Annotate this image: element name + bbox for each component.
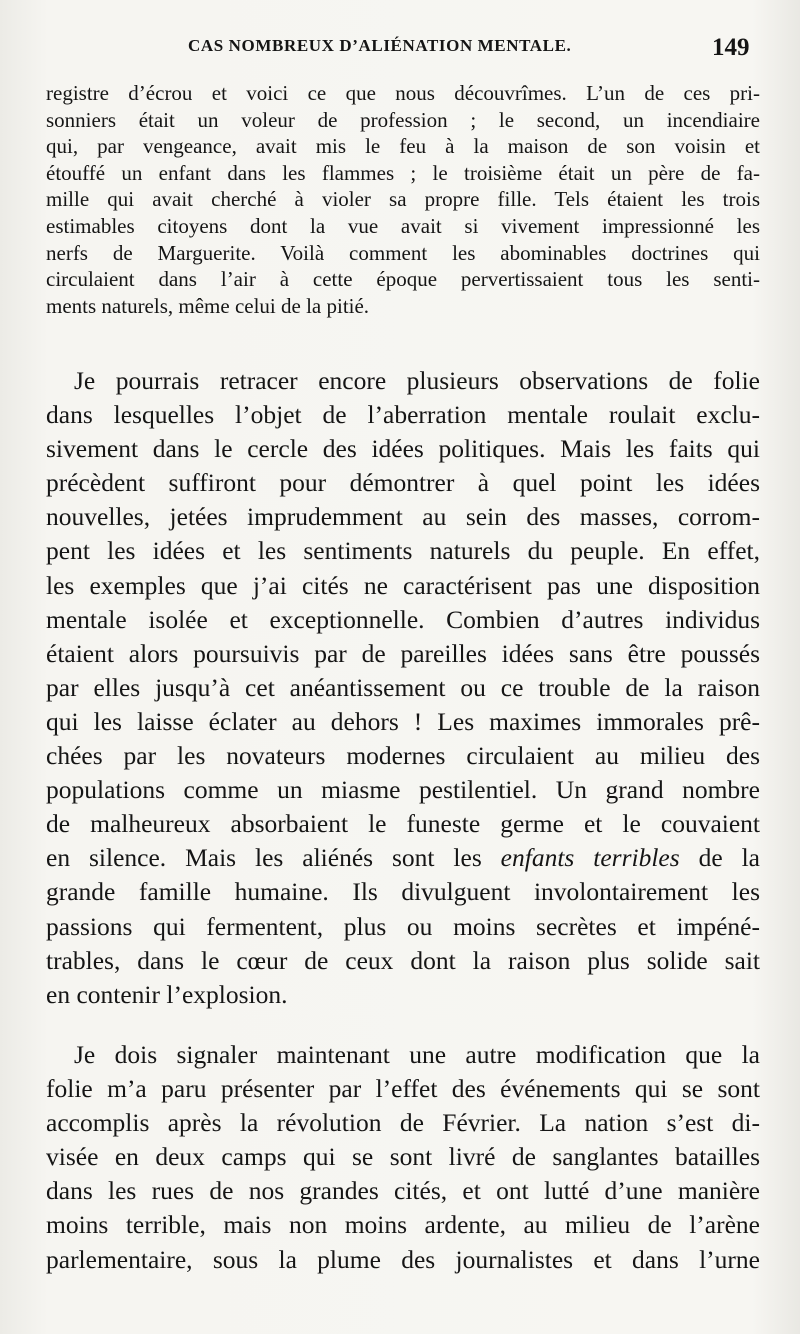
paragraph-footnote-style bbox=[46, 80, 760, 319]
text-line: Je dois signaler maintenant une autre modification que la bbox=[74, 1040, 760, 1069]
text-line: de malheureux absorbaient le funeste germe et le couvaient bbox=[46, 809, 760, 839]
text-line: dans lesquelles l’objet de l’aberration mentale roulait exclu- bbox=[46, 400, 760, 430]
text-line: ments naturels, même celui de la pitié. bbox=[46, 293, 370, 318]
text-line: folie m’a paru présenter par l’effet des événements qui se sont bbox=[46, 1074, 760, 1104]
running-header bbox=[0, 34, 800, 68]
text-line: pent les idées et les sentiments naturels du peuple. En effet, bbox=[46, 536, 760, 566]
text-line: en contenir l’explosion. bbox=[46, 979, 288, 1009]
text-line: chées par les novateurs modernes circulaient au milieu des bbox=[46, 741, 760, 771]
text-line: accomplis après la révolution de Février. La nation s’est di- bbox=[46, 1108, 760, 1138]
paragraph-revolution bbox=[46, 1038, 760, 1277]
text-line: nouvelles, jetées imprudemment au sein des masses, corrom- bbox=[46, 502, 760, 532]
text-line: moins terrible, mais non moins ardente, au milieu de l’arène bbox=[46, 1210, 760, 1240]
text-line: grande famille humaine. Ils divulguent involontairement les bbox=[46, 877, 760, 907]
page-number: 149 bbox=[712, 34, 750, 61]
text-line: mentale isolée et exceptionnelle. Combien d’autres individus bbox=[46, 604, 760, 634]
text-line: sonniers était un voleur de profession ; le second, un incendiaire bbox=[46, 107, 760, 132]
text-line: dans les rues de nos grandes cités, et ont lutté d’une manière bbox=[46, 1176, 760, 1206]
text-line: les exemples que j’ai cités ne caractérisent pas une disposition bbox=[46, 570, 760, 600]
text-line: nerfs de Marguerite. Voilà comment les abominables doctrines qui bbox=[46, 240, 760, 265]
text-line: étouffé un enfant dans les flammes ; le troisième était un père de fa- bbox=[46, 160, 760, 185]
text-line: étaient alors poursuivis par de pareilles idées sans être poussés bbox=[46, 638, 760, 668]
text-line: registre d’écrou et voici ce que nous découvrîmes. L’un de ces pri- bbox=[46, 81, 760, 105]
text-line: passions qui fermentent, plus ou moins secrètes et impéné- bbox=[46, 911, 760, 941]
text-line: qui, par vengeance, avait mis le feu à la maison de son voisin et bbox=[46, 134, 760, 159]
text-line: Je pourrais retracer encore plusieurs observations de folie bbox=[74, 366, 760, 395]
text-line: précèdent suffiront pour démontrer à quel point les idées bbox=[46, 468, 760, 498]
italic-phrase: enfants terribles bbox=[500, 843, 680, 873]
text-segment: de la bbox=[679, 843, 760, 873]
paragraph-observations bbox=[46, 364, 760, 1012]
text-line: estimables citoyens dont la vue avait si vivement impressionné les bbox=[46, 213, 760, 238]
text-segment: en silence. Mais les aliénés sont les bbox=[46, 843, 501, 873]
running-title: CAS NOMBREUX D’ALIÉNATION MENTALE. bbox=[188, 36, 572, 55]
text-line: mille qui avait cherché à violer sa propre fille. Tels étaient les trois bbox=[46, 187, 760, 212]
text-line: circulaient dans l’air à cette époque pervertissaient tous les senti- bbox=[46, 267, 760, 292]
text-line: visée en deux camps qui se sont livré de sanglantes batailles bbox=[46, 1142, 760, 1172]
text-line: populations comme un miasme pestilentiel. Un grand nombre bbox=[46, 775, 760, 805]
text-line: sivement dans le cercle des idées politiques. Mais les faits qui bbox=[46, 434, 760, 464]
text-line: par elles jusqu’à cet anéantissement ou ce trouble de la raison bbox=[46, 672, 760, 702]
text-line-with-italic bbox=[46, 841, 760, 875]
text-line: parlementaire, sous la plume des journalistes et dans l’urne bbox=[46, 1244, 760, 1274]
text-line: qui les laisse éclater au dehors ! Les maximes immorales prê- bbox=[46, 706, 760, 736]
text-line: trables, dans le cœur de ceux dont la raison plus solide sait bbox=[46, 945, 760, 975]
